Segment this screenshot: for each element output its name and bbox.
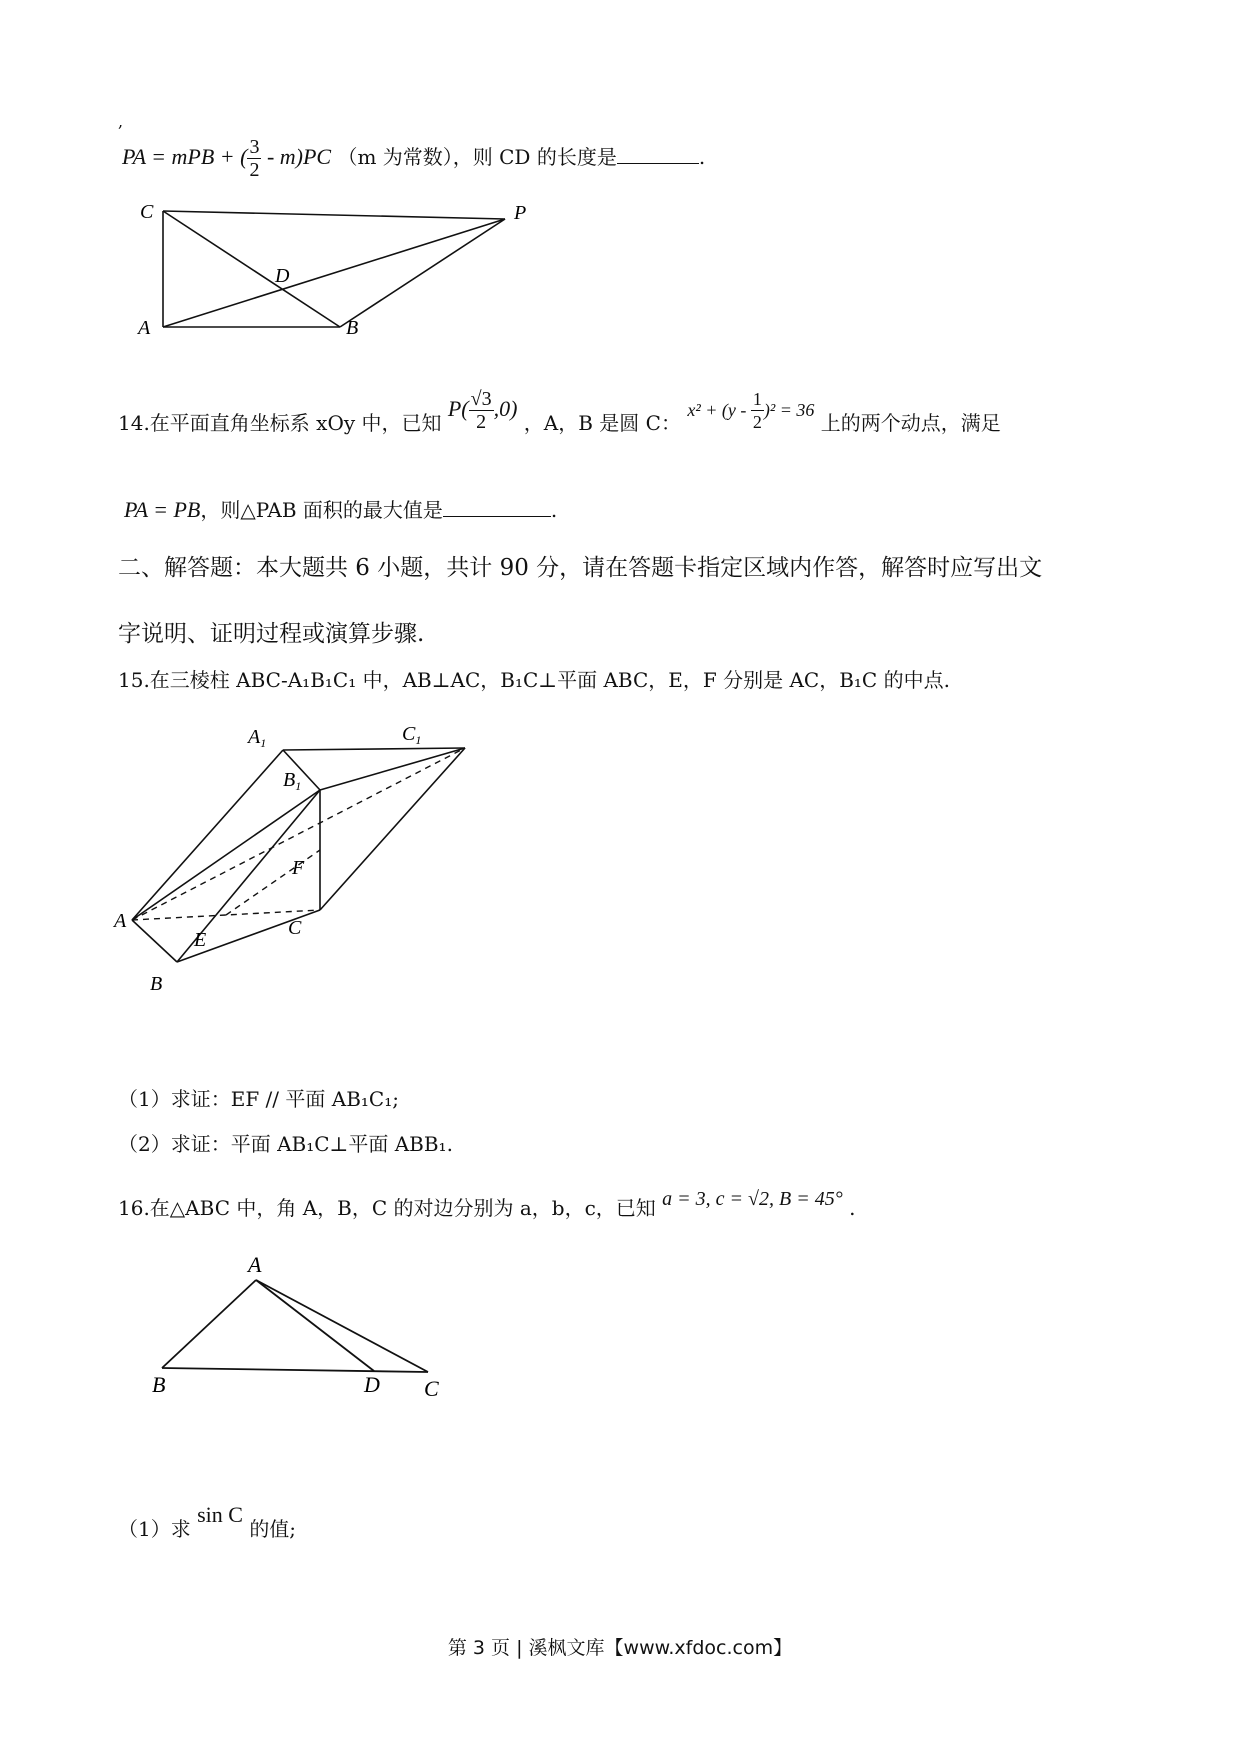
label-a: A: [248, 1252, 262, 1277]
label-b1: $B_1$: [283, 769, 302, 793]
q16-part1-suffix: 的值;: [249, 1517, 297, 1541]
q14-circle-tail: )² = 36: [763, 400, 815, 420]
q13-condition: （m 为常数），则 CD 的长度是: [337, 145, 617, 169]
figure-q16: [140, 1250, 460, 1401]
label-a: A: [114, 910, 127, 932]
q14-line2: [124, 496, 557, 524]
label-c1: $C_1$: [402, 723, 422, 747]
q13-fraction: $\frac{3}{2}$: [249, 136, 260, 181]
label-b: B: [150, 973, 163, 995]
q14-line2-end: .: [550, 498, 558, 522]
stray-comma: ,: [118, 112, 124, 131]
segment-cb: [163, 211, 340, 327]
q16-part1-expr: sin C: [197, 1502, 243, 1527]
q16-end: .: [849, 1196, 856, 1220]
q14-circle-fraction: $\frac{1}{2}$: [752, 389, 762, 432]
q15-part1: （1）求证：EF // 平面 AB₁C₁;: [118, 1087, 399, 1111]
edge-aa1: [132, 750, 283, 920]
segment-bp: [340, 219, 505, 327]
q15-part2: （2）求证：平面 AB₁C⊥平面 ABB₁.: [118, 1132, 453, 1156]
label-e: E: [194, 929, 207, 951]
label-d: D: [364, 1372, 380, 1397]
q13-end: .: [698, 145, 706, 169]
label-f: F: [292, 857, 305, 879]
q14-prefix: 14.在平面直角坐标系 xOy 中，已知: [118, 411, 442, 435]
q16-line: [118, 1188, 856, 1223]
q16-given: a = 3, c = √2, B = 45°: [662, 1188, 843, 1210]
section2-line2: 字说明、证明过程或演算步骤.: [118, 621, 425, 647]
q14-line2-text: ，则△PAB 面积的最大值是: [200, 498, 443, 522]
q16-stem: 16.在△ABC 中，角 A，B，C 的对边分别为 a，b，c，已知: [118, 1196, 656, 1220]
label-b: B: [152, 1372, 166, 1397]
label-p: P: [514, 202, 527, 224]
q14-circle-head: x² + (y -: [687, 400, 751, 420]
hidden-segment-ef: [226, 850, 320, 915]
q14-point: P(: [447, 396, 469, 421]
edge-a1c1: [283, 748, 465, 750]
page-footer: 第 3 页 | 溪枫文库【www.xfdoc.com】: [447, 1637, 793, 1659]
q13-formula: PA = mPB + (: [122, 144, 248, 169]
label-a1: $A_1$: [248, 726, 267, 750]
label-d: D: [275, 265, 290, 287]
section2-line1: 二、解答题：本大题共 6 小题，共计 90 分，请在答题卡指定区域内作答，解答时应写出文: [118, 555, 1043, 581]
q14-point-fraction: $\frac{√3}{2}$: [470, 388, 492, 433]
q16-part1-prefix: （1）求: [118, 1517, 191, 1541]
label-b: B: [346, 317, 359, 339]
side-ab: [162, 1280, 256, 1368]
label-c: C: [288, 917, 302, 939]
edge-cc1: [320, 748, 465, 910]
q14-line1: [118, 388, 1001, 447]
side-bc: [162, 1368, 428, 1372]
q13-line: [122, 136, 705, 181]
q13-formula-tail: - m)PC: [261, 144, 332, 169]
edge-ab: [132, 920, 177, 962]
segment-cp: [163, 211, 505, 219]
edge-b1c1: [320, 748, 465, 790]
label-c: C: [424, 1376, 439, 1401]
q14-line2-formula: PA = PB: [124, 497, 201, 522]
figure-q13: [130, 195, 550, 345]
hidden-edge-ac1: [132, 748, 465, 920]
q14-end: 上的两个动点，满足: [820, 411, 1001, 435]
segment-ad: [256, 1280, 374, 1371]
figure-q15: [114, 710, 500, 1000]
label-c: C: [140, 201, 154, 223]
label-a: A: [138, 317, 151, 339]
q14-mid: ，A，B 是圆 C：: [523, 411, 681, 435]
side-ac: [256, 1280, 428, 1372]
segment-ap: [163, 219, 505, 327]
q14-answer-blank: [443, 496, 551, 517]
q13-answer-blank: [617, 143, 699, 164]
q15-stem: 15.在三棱柱 ABC-A₁B₁C₁ 中，AB⊥AC，B₁C⊥平面 ABC，E，F 分别是 AC，B₁C 的中点.: [118, 668, 950, 692]
q16-part1: [118, 1502, 297, 1543]
edge-ab1: [132, 790, 320, 920]
q14-point-tail: ,0): [493, 396, 518, 421]
